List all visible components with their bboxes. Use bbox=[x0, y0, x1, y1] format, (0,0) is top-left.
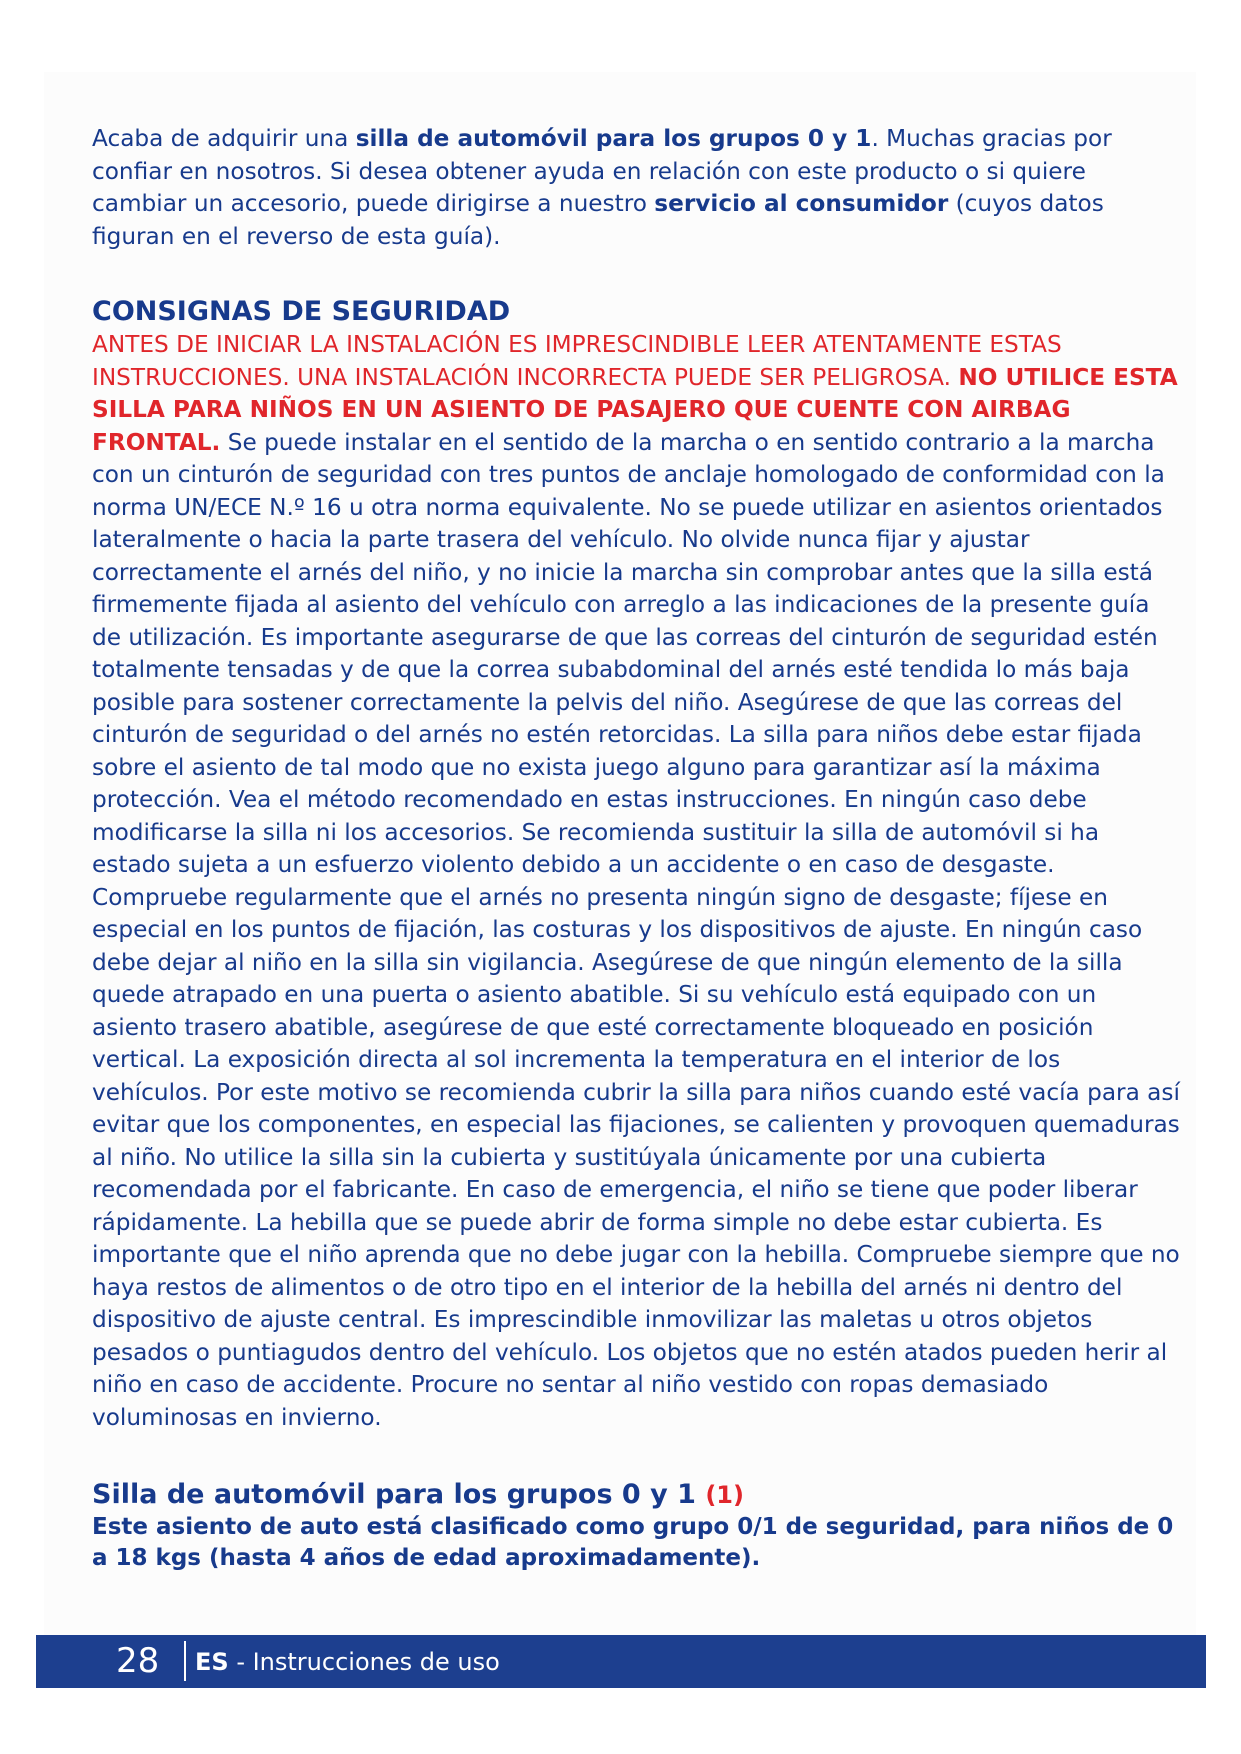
footer-bar bbox=[36, 1635, 1206, 1688]
safety-body: Se puede instalar en el sentido de la marcha o en sentido contrario a la marcha con un cinturón de seguridad con tres puntos de anclaje homologado de conformidad con la norma UN/ECE N.º 16 u otra norma equivalente. No se puede utilizar en asientos orientados lateralmente o hacia la parte trasera del vehículo. No olvide nunca fijar y ajustar correctamente el arnés del niño, y no inicie la marcha sin comprobar antes que la silla está firmemente fijada al asiento del vehículo con arreglo a las indicaciones de la presente guía de utilización. Es importante asegurarse de que las correas del cinturón de seguridad estén totalmente tensadas y de que la correa subabdominal del arnés esté tendida lo más baja posible para sostener correctamente la pelvis del niño. Asegúrese de que las correas del cinturón de seguridad o del arnés no estén retorcidas. La silla para niños debe estar fijada sobre el asiento de tal modo que no exista juego alguno para garantizar así la máxima protección. Vea el método recomendado en estas instrucciones. En ningún caso debe modificarse la silla ni los accesorios. Se recomienda sustituir la silla de automóvil si ha estado sujeta a un esfuerzo violento debido a un accidente o en caso de desgaste. Compruebe regularmente que el arnés no presenta ningún signo de desgaste; fíjese en especial en los puntos de fijación, las costuras y los dispositivos de ajuste. En ningún caso debe dejar al niño en la silla sin vigilancia. Asegúrese de que ningún elemento de la silla quede atrapado en una puerta o asiento abatible. Si su vehículo está equipado con un asiento trasero abatible, asegúrese de que esté correctamente bloqueado en posición vertical. La exposición directa al sol incrementa la temperatura en el interior de los vehículos. Por este motivo se recomienda cubrir la silla para niños cuando esté vacía para así evitar que los componentes, en especial las fijaciones, se calienten y provoquen quemaduras al niño. No utilice la silla sin la cubierta y sustitúyala únicamente por una cubierta recomendada por el fabricante. En caso de emergencia, el niño se tiene que poder liberar rápidamente. La hebilla que se puede abrir de forma simple no debe estar cubierta. Es importante que el niño aprenda que no debe jugar con la hebilla. Compruebe siempre que no haya restos de alimentos o de otro tipo en el interior de la hebilla del arnés ni dentro del dispositivo de ajuste central. Es imprescindible inmovilizar las maletas u otros objetos pesados o puntiagudos dentro del vehículo. Los objetos que no estén atados pueden herir al niño en caso de accidente. Procure no sentar al niño vestido con ropas demasiado voluminosas en invierno. bbox=[92, 428, 1180, 1431]
footer-language: ES bbox=[195, 1648, 229, 1676]
figure-reference: (1) bbox=[705, 1481, 744, 1509]
footer-separator bbox=[184, 1641, 186, 1681]
safety-warning: ANTES DE INICIAR LA INSTALACIÓN ES IMPRESCINDIBLE LEER ATENTAMENTE ESTAS INSTRUCCIONES. UNA INSTALACIÓN INCORRECTA PUEDE SER PELIGROSA. bbox=[92, 331, 1062, 391]
intro-text-2: . Muchas gracias por confiar en nosotros. Si desea obtener ayuda en relación con este producto o si quiere cambiar un accesorio, puede dirigirse a nuestro bbox=[92, 125, 1112, 217]
page-number: 28 bbox=[116, 1641, 160, 1681]
product-heading bbox=[92, 1478, 1182, 1512]
footer-title: - Instrucciones de uso bbox=[228, 1648, 500, 1676]
intro-text-1: Acaba de adquirir una bbox=[92, 125, 356, 152]
intro-consumer-service: servicio al consumidor bbox=[654, 190, 949, 217]
classification-text: Este asiento de auto está clasificado como grupo 0/1 de seguridad, para niños de 0 a 18 kgs (hasta 4 años de edad aproximadamente). bbox=[92, 1514, 1174, 1571]
intro-text-3: (cuyos datos figuran en el reverso de esta guía). bbox=[92, 190, 1104, 250]
intro-paragraph bbox=[92, 123, 1182, 253]
page-content bbox=[92, 123, 1182, 1574]
safety-heading: CONSIGNAS DE SEGURIDAD bbox=[92, 296, 511, 327]
product-heading-text: Silla de automóvil para los grupos 0 y 1 bbox=[92, 1479, 696, 1510]
airbag-warning: NO UTILICE ESTA SILLA PARA NIÑOS EN UN ASIENTO DE PASAJERO QUE CUENTE CON AIRBAG FRONTAL. bbox=[92, 363, 1178, 456]
safety-paragraph bbox=[92, 329, 1182, 1434]
footer-label bbox=[195, 1648, 500, 1676]
intro-product-name: silla de automóvil para los grupos 0 y 1 bbox=[355, 125, 872, 152]
